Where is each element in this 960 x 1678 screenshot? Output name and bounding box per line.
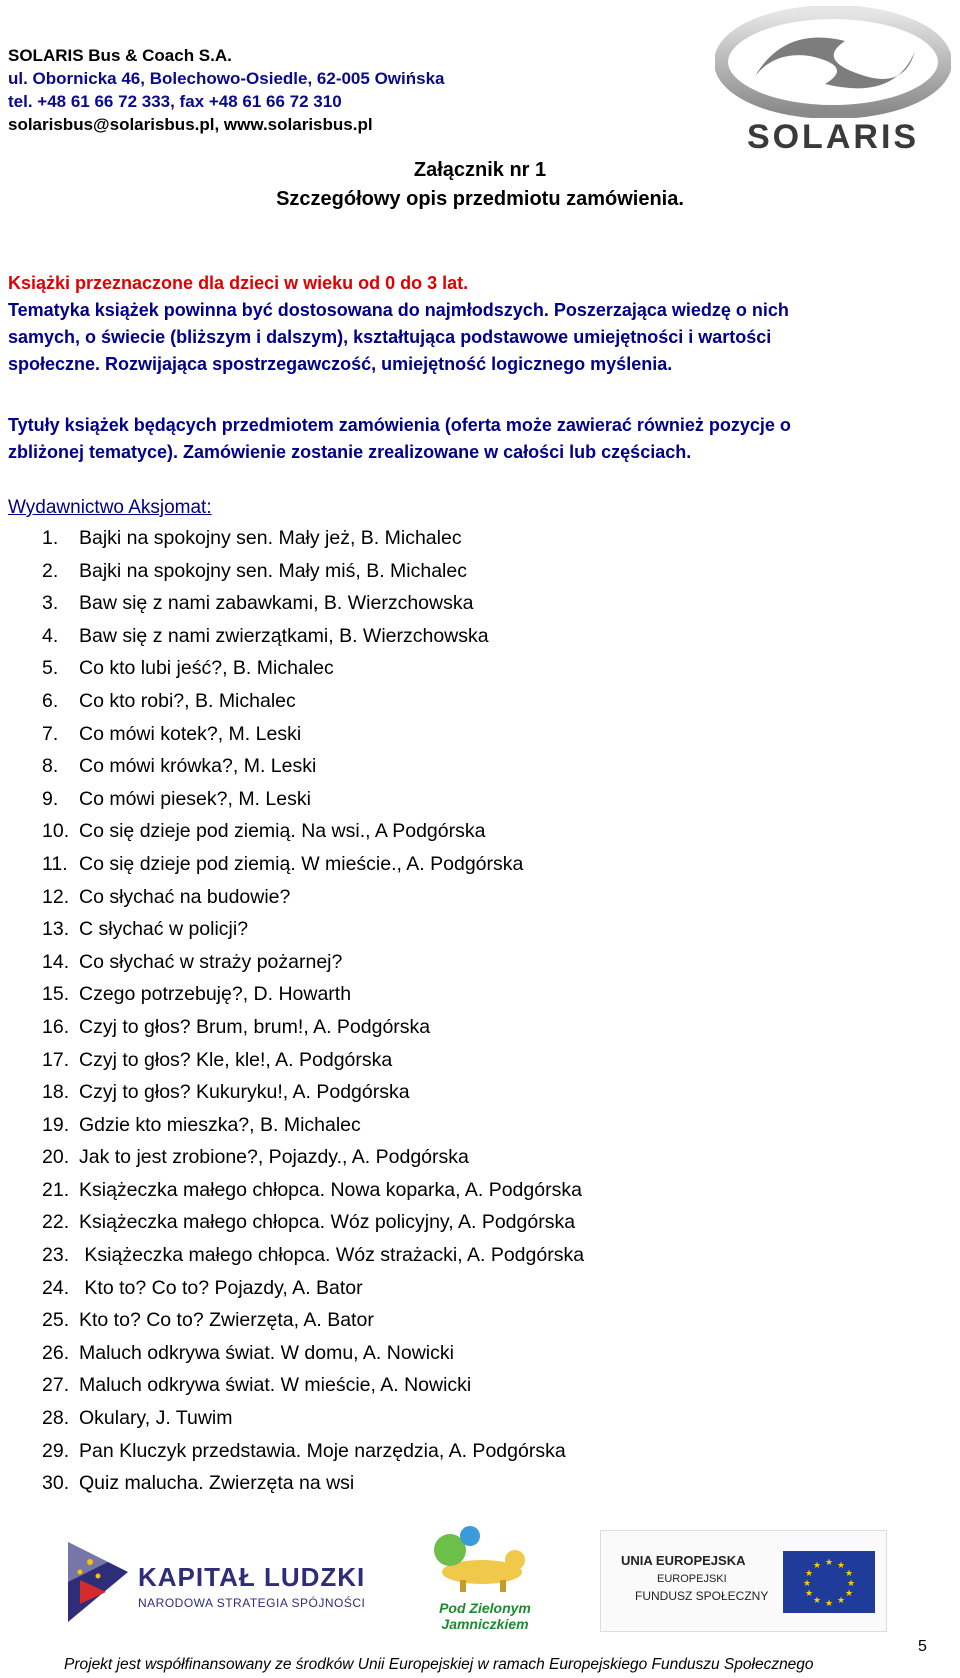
book-title: Czego potrzebuję?, D. Howarth	[79, 983, 352, 1006]
svg-text:★: ★	[802, 1579, 812, 1589]
book-title: Baw się z nami zabawkami, B. Wierzchowska	[79, 592, 474, 615]
svg-text:★: ★	[824, 1558, 834, 1568]
book-number: 20.	[42, 1146, 70, 1169]
book-title: Co mówi piesek?, M. Leski	[79, 787, 311, 810]
book-number: 4.	[42, 624, 59, 647]
solaris-logo	[715, 6, 951, 156]
title-line-2: Szczegółowy opis przedmiotu zamówienia.	[276, 188, 684, 210]
jamnik-line-1: Pod Zielonym	[439, 1600, 531, 1616]
book-title: Książeczka małego chłopca. Wóz strażacki, A. Podgórska	[79, 1244, 585, 1267]
title-line-1: Załącznik nr 1	[413, 159, 547, 181]
svg-text:★: ★	[844, 1569, 854, 1579]
book-number: 21.	[42, 1178, 70, 1201]
eu-subtitle-2: FUNDUSZ SPOŁECZNY	[635, 1589, 769, 1603]
book-number: 6.	[42, 689, 59, 712]
book-list-item	[42, 1076, 584, 1109]
book-title: Baw się z nami zwierzątkami, B. Wierzchowska	[79, 624, 489, 647]
book-list-item	[42, 750, 584, 783]
book-list-item	[42, 946, 584, 979]
book-list-item	[42, 1206, 584, 1239]
order-note-line-1: Tytuły książek będących przedmiotem zamówienia (oferta może zawierać również pozycje o	[8, 415, 791, 435]
book-title: Okulary, J. Tuwim	[79, 1407, 233, 1430]
book-title: Czyj to głos? Brum, brum!, A. Podgórska	[79, 1015, 431, 1038]
book-list-item	[42, 620, 584, 653]
book-title: Czyj to głos? Kukuryku!, A. Podgórska	[79, 1081, 410, 1104]
book-list-item	[42, 978, 584, 1011]
description-line-1: Książki przeznaczone dla dzieci w wieku od 0 do 3 lat.	[8, 273, 469, 293]
book-title: Pan Kluczyk przedstawia. Moje narzędzia, A. Podgórska	[79, 1439, 566, 1462]
description-paragraph	[8, 270, 908, 378]
kapital-ludzki-subtitle: NARODOWA STRATEGIA SPÓJNOŚCI	[138, 1596, 366, 1610]
book-title: Książeczka małego chłopca. Nowa koparka, A. Podgórska	[79, 1178, 582, 1201]
company-header	[8, 44, 444, 136]
book-number: 19.	[42, 1113, 70, 1136]
svg-text:★: ★	[846, 1579, 856, 1589]
book-list-item	[42, 881, 584, 914]
book-number: 25.	[42, 1309, 70, 1332]
description-line-2: Tematyka książek powinna być dostosowana do najmłodszych. Poszerzająca wiedzę o nich	[8, 300, 789, 320]
company-name: SOLARIS Bus & Coach S.A.	[8, 46, 232, 65]
book-title: Bajki na spokojny sen. Mały miś, B. Michalec	[79, 559, 467, 582]
book-number: 22.	[42, 1211, 70, 1234]
book-title: Kto to? Co to? Pojazdy, A. Bator	[79, 1276, 363, 1299]
jamnik-line-2: Jamniczkiem	[441, 1616, 529, 1632]
book-number: 8.	[42, 755, 59, 778]
pod-zielonym-jamniczkiem-logo	[420, 1520, 550, 1640]
order-note-paragraph	[8, 412, 908, 466]
kapital-ludzki-logo	[58, 1532, 378, 1628]
book-title: Co słychać w straży pożarnej?	[79, 950, 343, 973]
book-title: Czyj to głos? Kle, kle!, A. Podgórska	[79, 1048, 393, 1071]
eu-title: UNIA EUROPEJSKA	[621, 1553, 746, 1568]
book-number: 14.	[42, 950, 70, 973]
book-title: Bajki na spokojny sen. Mały jeż, B. Michalec	[79, 527, 462, 549]
book-number: 23.	[42, 1244, 70, 1267]
pod-zielonym-jamniczkiem-text	[420, 1600, 550, 1632]
book-title: Quiz malucha. Zwierzęta na wsi	[79, 1472, 355, 1495]
book-number: 18.	[42, 1081, 70, 1104]
book-list-item	[42, 718, 584, 751]
book-title: Gdzie kto mieszka?, B. Michalec	[79, 1113, 361, 1136]
description-line-4: społeczne. Rozwijająca spostrzegawczość, umiejętność logicznego myślenia.	[8, 354, 673, 374]
book-number: 30.	[42, 1472, 70, 1495]
book-title: Co kto lubi jeść?, B. Michalec	[79, 657, 334, 680]
book-number: 3.	[42, 592, 59, 615]
book-list-item	[42, 1467, 584, 1500]
svg-text:★: ★	[804, 1569, 814, 1579]
eu-flag-icon	[783, 1551, 875, 1613]
book-list-item	[42, 848, 584, 881]
book-list-item	[42, 1272, 584, 1305]
book-list-item	[42, 522, 584, 555]
book-list-item	[42, 1044, 584, 1077]
book-list-item	[42, 587, 584, 620]
svg-text:★: ★	[824, 1599, 834, 1609]
book-list-item	[42, 1337, 584, 1370]
company-phone: tel. +48 61 66 72 333, fax +48 61 66 72 310	[8, 92, 342, 111]
footer-cofinancing-note: Projekt jest współfinansowany ze środków Unii Europejskiej w ramach Europejskiego Funduszu Społecznego	[64, 1656, 814, 1673]
book-number: 2.	[42, 559, 59, 582]
book-list-item	[42, 685, 584, 718]
book-list-item	[42, 1435, 584, 1468]
book-list-item	[42, 652, 584, 685]
book-number: 9.	[42, 787, 59, 810]
book-title: Jak to jest zrobione?, Pojazdy., A. Podgórska	[79, 1146, 469, 1169]
book-number: 17.	[42, 1048, 70, 1071]
book-number: 24.	[42, 1276, 70, 1299]
svg-text:★: ★	[804, 1589, 814, 1599]
solaris-wordmark: SOLARIS	[746, 118, 920, 156]
book-number: 15.	[42, 983, 70, 1006]
book-list-item	[42, 1239, 584, 1272]
book-list-item	[42, 1174, 584, 1207]
description-line-3: samych, o świecie (bliższym i dalszym), kształtująca podstawowe umiejętności i wartości	[8, 327, 772, 347]
book-number: 11.	[42, 852, 68, 875]
book-title: Maluch odkrywa świat. W mieście, A. Nowicki	[79, 1374, 472, 1397]
svg-text:★: ★	[812, 1561, 822, 1571]
svg-text:★: ★	[836, 1596, 846, 1606]
book-list-item	[42, 815, 584, 848]
svg-text:★: ★	[844, 1589, 854, 1599]
book-title: C słychać w policji?	[79, 918, 249, 941]
book-list-item	[42, 1141, 584, 1174]
svg-text:★: ★	[836, 1561, 846, 1571]
book-number: 12.	[42, 885, 70, 908]
book-list-item	[42, 555, 584, 588]
publisher-heading: Wydawnictwo Aksjomat:	[8, 497, 212, 518]
kapital-ludzki-icon	[58, 1532, 138, 1628]
book-number: 10.	[42, 820, 70, 843]
book-number: 13.	[42, 918, 70, 941]
book-title: Co się dzieje pod ziemią. W mieście., A. Podgórska	[79, 852, 524, 875]
book-number: 7.	[42, 722, 59, 745]
book-title: Co się dzieje pod ziemią. Na wsi., A Podgórska	[79, 820, 486, 843]
svg-text:★: ★	[812, 1596, 822, 1606]
book-list-item	[42, 1109, 584, 1142]
book-list-item	[42, 1402, 584, 1435]
book-title: Co mówi kotek?, M. Leski	[79, 722, 302, 745]
book-number: 26.	[42, 1341, 70, 1364]
kapital-ludzki-title: KAPITAŁ LUDZKI	[138, 1562, 366, 1592]
footer-logos	[0, 1520, 960, 1650]
solaris-emblem-icon	[715, 6, 951, 118]
book-list-item	[42, 1369, 584, 1402]
book-number: 5.	[42, 657, 59, 680]
book-list-item	[42, 913, 584, 946]
document-title	[0, 156, 960, 214]
company-contact: solarisbus@solarisbus.pl, www.solarisbus.pl	[8, 115, 373, 134]
book-title: Co mówi krówka?, M. Leski	[79, 755, 317, 778]
book-number: 29.	[42, 1439, 70, 1462]
book-number: 16.	[42, 1015, 70, 1038]
book-number: 1.	[42, 527, 59, 549]
book-title: Maluch odkrywa świat. W domu, A. Nowicki	[79, 1341, 454, 1364]
order-note-line-2: zbliżonej tematyce). Zamówienie zostanie zrealizowane w całości lub częściach.	[8, 442, 692, 462]
dachshund-icon	[420, 1520, 550, 1600]
eu-subtitle-1: EUROPEJSKI	[657, 1573, 727, 1585]
company-address: ul. Obornicka 46, Bolechowo-Osiedle, 62-005 Owińska	[8, 69, 445, 88]
book-title: Książeczka małego chłopca. Wóz policyjny, A. Podgórska	[79, 1211, 576, 1234]
eu-fund-logo	[600, 1530, 887, 1632]
book-number: 28.	[42, 1407, 70, 1430]
book-title: Co kto robi?, B. Michalec	[79, 689, 296, 712]
book-list-item	[42, 1304, 584, 1337]
book-title: Kto to? Co to? Zwierzęta, A. Bator	[79, 1309, 374, 1332]
book-title: Co słychać na budowie?	[79, 885, 291, 908]
book-number: 27.	[42, 1374, 70, 1397]
page-number: 5	[918, 1638, 927, 1655]
book-list-item	[42, 1011, 584, 1044]
book-list-item	[42, 783, 584, 816]
book-list	[42, 522, 584, 1500]
